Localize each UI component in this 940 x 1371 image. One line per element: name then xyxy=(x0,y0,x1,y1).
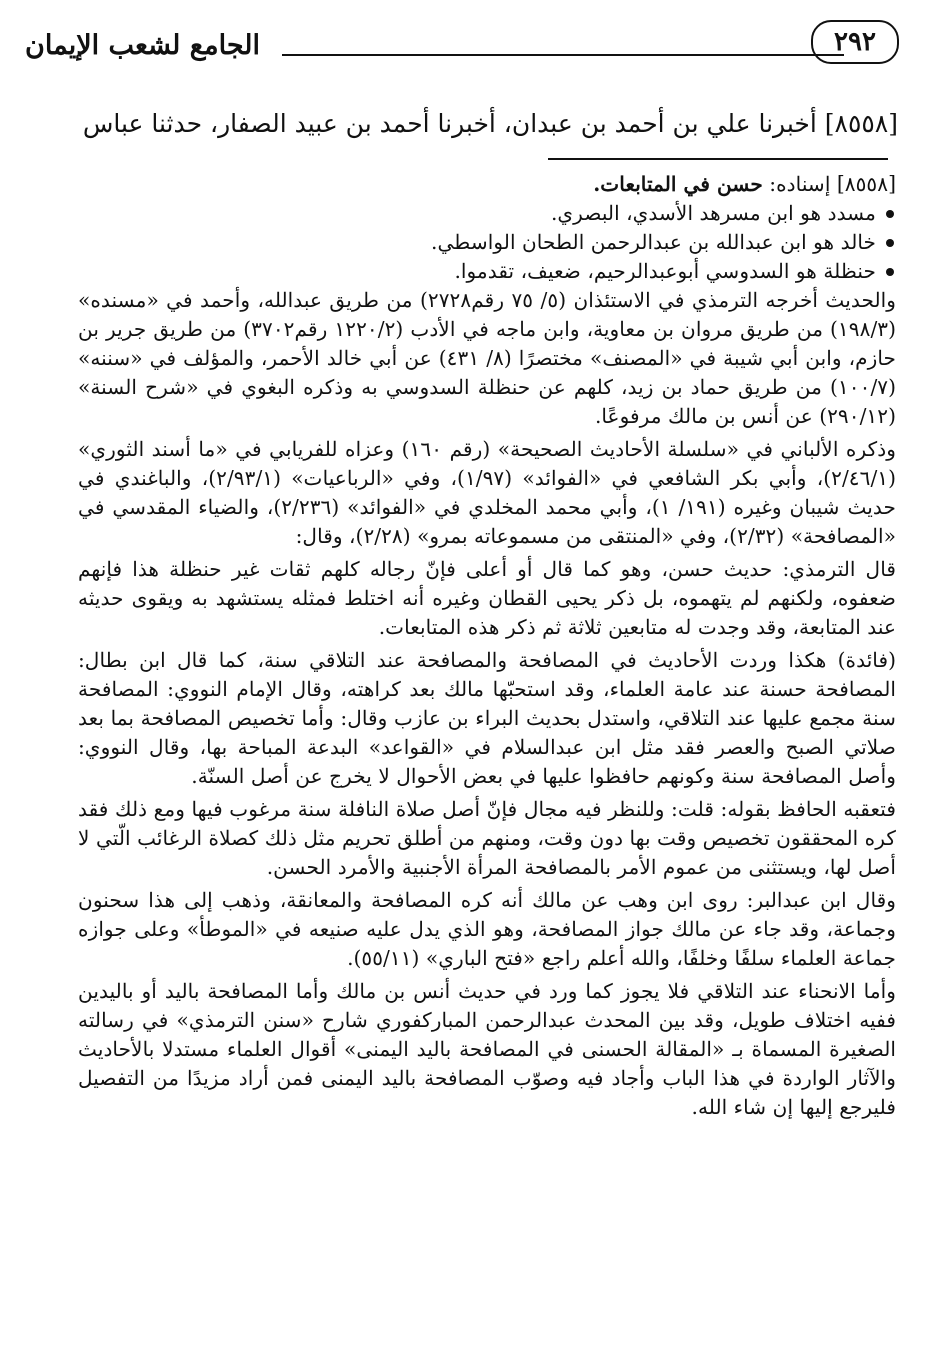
narrators-list xyxy=(78,199,896,286)
tirmidhi-paragraph: قال الترمذي: حديث حسن، وهو كما قال أو أعلى فإنّ رجاله كلهم ثقات غير حنظلة هذا فإنهم ضعفوه، ولكنهم لم يتهموه، بل ذكر يحيى القطان وغيره أنه اختلط فمثله يستشهد به ويقوى حديثه عند المتابعة، وقد وجدت له متابعين ثلاثة ثم ذكر هذه المتابعات. xyxy=(78,557,896,639)
commentary xyxy=(78,170,896,1122)
takhrij-paragraph: والحديث أخرجه الترمذي في الاستئذان (٥/ ٧٥ رقم٢٧٢٨) من طريق عبدالله، وأحمد في «مسنده» (١٩٨/٣) من طريق مروان بن معاوية، وابن ماجه في الأدب (١٢٢٠/٢ رقم٣٧٠٢) من طريق جرير بن حازم، وابن أبي شيبة في «المصنف» مختصرًا (٨/ ٤٣١) عن أبي خالد الأحمر، والمؤلف في «سننه» (١٠٠/٧) من طريق حماد بن زيد، كلهم عن حنظلة السدوسي به وذكره البغوي في «شرح السنة» (٢٩٠/١٢) عن أنس بن مالك مرفوعًا. xyxy=(78,288,897,428)
hadith-text xyxy=(66,104,898,144)
page-number: ٢٩٢ xyxy=(811,20,899,64)
isnad-label: [٨٥٥٨] إسناده: xyxy=(769,172,896,196)
hafiz-paragraph: فتعقبه الحافظ بقوله: قلت: وللنظر فيه مجال فإنّ أصل صلاة النافلة سنة مرغوب فيها ومع ذلك فقد كره المحققون تخصيص وقت بها دون وقت، ومنهم من أطلق تحريم مثل ذلك كصلاة الرغائب الّتي لا أصل لها، ويستثنى من عموم الأمر بالمصافحة المرأة الأجنبية والأمرد الحسن. xyxy=(78,797,896,879)
inhina-paragraph: وأما الانحناء عند التلاقي فلا يجوز كما ورد في حديث أنس بن مالك وأما المصافحة باليد أو باليدين ففيه اختلاف طويل، وقد بين المحدث عبدالرحمن المباركفوري شارح «سنن الترمذي» في رسالته الصغيرة المسماة بـ «المقالة الحسنى في المصافحة باليد اليمنى» أقوال العلماء مستدلا بالأحاديث والآثار الواردة في هذا الباب وأجاد فيه وصوّب المصافحة باليد اليمنى فمن أراد مزيدًا من التفصيل فليرجع إليها إن شاء الله. xyxy=(78,979,896,1119)
ibn-abdilbarr-paragraph: وقال ابن عبدالبر: روى ابن وهب عن مالك أنه كره المصافحة والمعانقة، وذهب إلى هذا سحنون وجماعة، وقد جاء عن مالك جواز المصافحة، وهو الذي يدل عليه صنيعه في «الموطأ» وعلى جوازه جماعة العلماء سلفًا وخلفًا، والله أعلم راجع «فتح الباري» (٥٥/١١). xyxy=(78,888,896,970)
hadith-number: [٨٥٥٨] xyxy=(824,109,898,138)
narrator-item: خالد هو ابن عبدالله بن عبدالرحمن الطحان الواسطي. xyxy=(78,228,896,257)
albani-paragraph: وذكره الألباني في «سلسلة الأحاديث الصحيحة» (رقم ١٦٠) وعزاه للفريابي في «ما أسند الثوري» (٢/٤٦/١)، وأبي بكر الشافعي في «الفوائد» (١/٩٧)، وفي «الرباعيات» (٢/٩٣/١)، والباغندي في حديث شيبان وغيره (١٩١/ ١)، وأبي محمد المخلدي في «الفوائد» (٢/٢٣٦)، والضياء المقدسي في «المصافحة» (٢/٣٢)، وفي «المنتقى من مسموعاته بمرو» (٢/٢٨)، وقال: xyxy=(78,437,897,548)
narrator-item: مسدد هو ابن مسرهد الأسدي، البصري. xyxy=(78,199,896,228)
isnad-text: حسن في المتابعات. xyxy=(593,172,763,196)
footnote-separator xyxy=(548,158,888,160)
faida-paragraph: (فائدة) هكذا وردت الأحاديث في المصافحة والمصافحة عند التلاقي سنة، كما قال ابن بطال: المصافحة حسنة عند عامة العلماء، وقد استحبّها مالك بعد كراهته، وقال الإمام النووي: المصافحة سنة مجمع عليها عند التلاقي، واستدل بحديث البراء بن عازب وقال: وأما تخصيص المصافحة بما بعد صلاتي الصبح والعصر فقد مثل ابن عبدالسلام في «القواعد» البدعة المباحة بها، وقال النووي: وأصل المصافحة سنة وكونهم حافظوا عليها في بعض الأحوال لا يخرج عن أصل السنّة. xyxy=(78,648,896,788)
hadith-chain: أخبرنا علي بن أحمد بن عبدان، أخبرنا أحمد بن عبيد الصفار، حدثنا عباس xyxy=(82,109,817,138)
book-title: الجامع لشعب الإيمان xyxy=(25,30,260,61)
header-rule xyxy=(282,54,844,56)
narrator-item: حنظلة هو السدوسي أبوعبدالرحيم، ضعيف، تقدموا. xyxy=(78,257,896,286)
isnad-grade xyxy=(78,170,896,199)
